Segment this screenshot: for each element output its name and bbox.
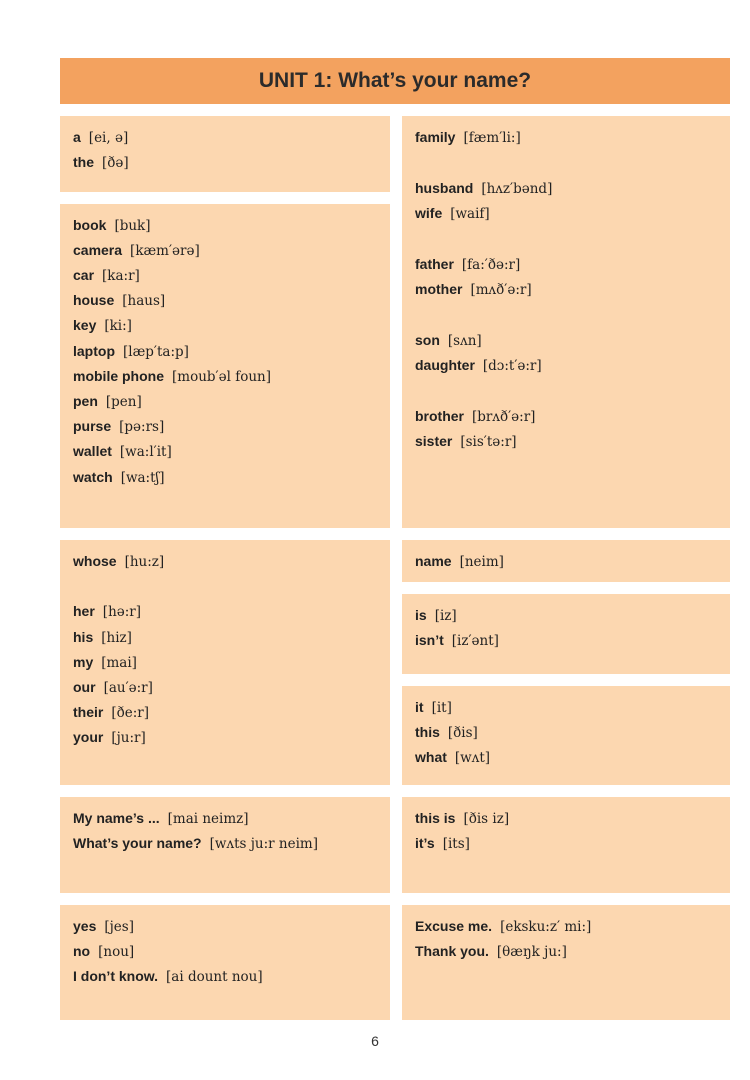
- vocabulary-word: car: [73, 267, 95, 283]
- pronunciation: [ka:r]: [102, 268, 140, 284]
- vocabulary-panel: [402, 686, 730, 785]
- pronunciation: [hiz]: [101, 630, 132, 646]
- vocabulary-entry: [73, 128, 128, 147]
- pronunciation: [ju:r]: [111, 730, 146, 746]
- vocabulary-word: your: [73, 729, 104, 745]
- pronunciation: [fæm′li:]: [463, 130, 521, 146]
- vocabulary-word: brother: [415, 408, 464, 424]
- vocabulary-entry: [73, 602, 141, 621]
- vocabulary-entry: [73, 392, 142, 411]
- pronunciation: [ðe:r]: [111, 705, 149, 721]
- pronunciation: [ki:]: [104, 318, 132, 334]
- vocabulary-entry: [73, 703, 149, 722]
- vocabulary-entry: [73, 291, 165, 310]
- vocabulary-panel: [402, 905, 730, 1020]
- vocabulary-entry: [73, 653, 137, 672]
- vocabulary-entry: [415, 179, 552, 198]
- vocabulary-panel: [402, 116, 730, 528]
- pronunciation: [au′ə:r]: [103, 680, 153, 696]
- pronunciation: [hə:r]: [102, 604, 142, 620]
- vocabulary-entry: [73, 442, 172, 461]
- vocabulary-word: sister: [415, 433, 453, 449]
- vocabulary-entry: [415, 255, 520, 274]
- pronunciation: [læp′ta:p]: [123, 344, 189, 360]
- vocabulary-word: laptop: [73, 343, 115, 359]
- pronunciation: [ei, ə]: [88, 130, 129, 146]
- vocabulary-word: husband: [415, 180, 474, 196]
- vocabulary-panel: [60, 204, 390, 528]
- vocabulary-word: I don’t know.: [73, 968, 159, 984]
- vocabulary-entry: [415, 606, 457, 625]
- vocabulary-entry: [415, 432, 517, 451]
- vocabulary-entry: [415, 942, 567, 961]
- vocabulary-panel: [60, 905, 390, 1020]
- vocabulary-panel: [60, 540, 390, 785]
- pronunciation: [ðis iz]: [463, 811, 510, 827]
- pronunciation: [neim]: [459, 554, 504, 570]
- vocabulary-entry: [73, 809, 249, 828]
- vocabulary-entry: [415, 356, 542, 375]
- pronunciation: [ai dount nou]: [166, 969, 263, 985]
- vocabulary-entry: [73, 942, 134, 961]
- vocabulary-entry: [415, 809, 509, 828]
- vocabulary-entry: [73, 628, 132, 647]
- pronunciation: [ðə]: [102, 155, 129, 171]
- page-number: 6: [371, 1033, 379, 1049]
- unit-title-banner: [60, 58, 730, 104]
- vocabulary-word: house: [73, 292, 115, 308]
- vocabulary-entry: [73, 153, 129, 172]
- pronunciation: [jes]: [104, 919, 134, 935]
- vocabulary-word: camera: [73, 242, 123, 258]
- vocabulary-word: it: [415, 699, 424, 715]
- vocabulary-word: our: [73, 679, 96, 695]
- vocabulary-entry: [73, 967, 263, 986]
- vocabulary-word: book: [73, 217, 107, 233]
- vocabulary-entry: [73, 678, 153, 697]
- vocabulary-word: this: [415, 724, 440, 740]
- vocabulary-word: this is: [415, 810, 456, 826]
- pronunciation: [iz]: [434, 608, 457, 624]
- vocabulary-word: their: [73, 704, 104, 720]
- vocabulary-entry: [415, 204, 490, 223]
- vocabulary-panel: [402, 797, 730, 893]
- vocabulary-word: Excuse me.: [415, 918, 493, 934]
- pronunciation: [mai]: [101, 655, 137, 671]
- pronunciation: [pə:rs]: [119, 419, 165, 435]
- pronunciation: [sʌn]: [447, 333, 482, 349]
- vocabulary-entry: [73, 468, 164, 487]
- vocabulary-word: her: [73, 603, 95, 619]
- vocabulary-word: whose: [73, 553, 117, 569]
- vocabulary-word: wallet: [73, 443, 112, 459]
- vocabulary-word: My name’s ...: [73, 810, 160, 826]
- pronunciation: [moub′əl foun]: [172, 369, 271, 385]
- vocabulary-word: what: [415, 749, 447, 765]
- pronunciation: [ðis]: [447, 725, 478, 741]
- pronunciation: [dɔ:t′ə:r]: [482, 358, 542, 374]
- vocabulary-entry: [73, 834, 318, 853]
- vocabulary-entry: [73, 417, 164, 436]
- pronunciation: [fa:′ðə:r]: [461, 257, 521, 273]
- vocabulary-word: son: [415, 332, 440, 348]
- vocabulary-entry: [415, 917, 591, 936]
- pronunciation: [mai neimz]: [167, 811, 249, 827]
- vocabulary-entry: [415, 631, 499, 650]
- vocabulary-entry: [415, 552, 504, 571]
- vocabulary-entry: [415, 331, 482, 350]
- vocabulary-entry: [73, 266, 140, 285]
- vocabulary-entry: [415, 723, 478, 742]
- vocabulary-entry: [73, 728, 146, 747]
- pronunciation: [wa:tʃ]: [120, 470, 165, 486]
- vocabulary-word: father: [415, 256, 454, 272]
- vocabulary-word: the: [73, 154, 94, 170]
- pronunciation: [its]: [442, 836, 470, 852]
- vocabulary-word: name: [415, 553, 452, 569]
- pronunciation: [wʌt]: [454, 750, 491, 766]
- pronunciation: [waif]: [450, 206, 490, 222]
- vocabulary-word: purse: [73, 418, 112, 434]
- pronunciation: [hʌz′bənd]: [481, 181, 553, 197]
- vocabulary-word: his: [73, 629, 94, 645]
- vocabulary-entry: [73, 342, 189, 361]
- vocabulary-word: watch: [73, 469, 113, 485]
- vocabulary-entry: [73, 367, 271, 386]
- vocabulary-word: family: [415, 129, 456, 145]
- vocabulary-word: it’s: [415, 835, 435, 851]
- vocabulary-word: no: [73, 943, 91, 959]
- vocabulary-word: wife: [415, 205, 443, 221]
- pronunciation: [mʌð′ə:r]: [470, 282, 532, 298]
- vocabulary-word: What’s your name?: [73, 835, 202, 851]
- vocabulary-word: a: [73, 129, 81, 145]
- pronunciation: [kæm′ərə]: [130, 243, 200, 259]
- vocabulary-word: is: [415, 607, 427, 623]
- pronunciation: [pen]: [105, 394, 142, 410]
- vocabulary-panel: [60, 116, 390, 192]
- vocabulary-word: Thank you.: [415, 943, 489, 959]
- vocabulary-entry: [73, 917, 134, 936]
- vocabulary-entry: [73, 241, 200, 260]
- pronunciation: [buk]: [114, 218, 151, 234]
- vocabulary-entry: [73, 216, 151, 235]
- vocabulary-word: yes: [73, 918, 97, 934]
- vocabulary-panel: [402, 540, 730, 582]
- vocabulary-panel: [402, 594, 730, 674]
- vocabulary-word: mobile phone: [73, 368, 164, 384]
- vocabulary-word: isn’t: [415, 632, 444, 648]
- pronunciation: [eksku:z′ mi:]: [500, 919, 592, 935]
- pronunciation: [wa:l′it]: [119, 444, 172, 460]
- pronunciation: [haus]: [122, 293, 166, 309]
- vocabulary-word: my: [73, 654, 94, 670]
- pronunciation: [brʌð′ə:r]: [472, 409, 536, 425]
- vocabulary-panel: [60, 797, 390, 893]
- vocabulary-entry: [415, 280, 532, 299]
- vocabulary-entry: [415, 748, 490, 767]
- pronunciation: [iz′ənt]: [451, 633, 499, 649]
- pronunciation: [it]: [431, 700, 452, 716]
- vocabulary-entry: [415, 834, 470, 853]
- vocabulary-word: pen: [73, 393, 98, 409]
- pronunciation: [hu:z]: [124, 554, 165, 570]
- pronunciation: [wʌts ju:r neim]: [209, 836, 318, 852]
- vocabulary-entry: [415, 698, 452, 717]
- vocabulary-entry: [415, 128, 521, 147]
- pronunciation: [θæŋk ju:]: [496, 944, 567, 960]
- vocabulary-word: daughter: [415, 357, 475, 373]
- vocabulary-entry: [73, 316, 132, 335]
- pronunciation: [sis′tə:r]: [460, 434, 517, 450]
- page-title: UNIT 1: What’s your name?: [258, 69, 532, 92]
- pronunciation: [nou]: [98, 944, 135, 960]
- vocabulary-word: key: [73, 317, 97, 333]
- vocabulary-entry: [73, 552, 164, 571]
- vocabulary-word: mother: [415, 281, 463, 297]
- vocabulary-entry: [415, 407, 535, 426]
